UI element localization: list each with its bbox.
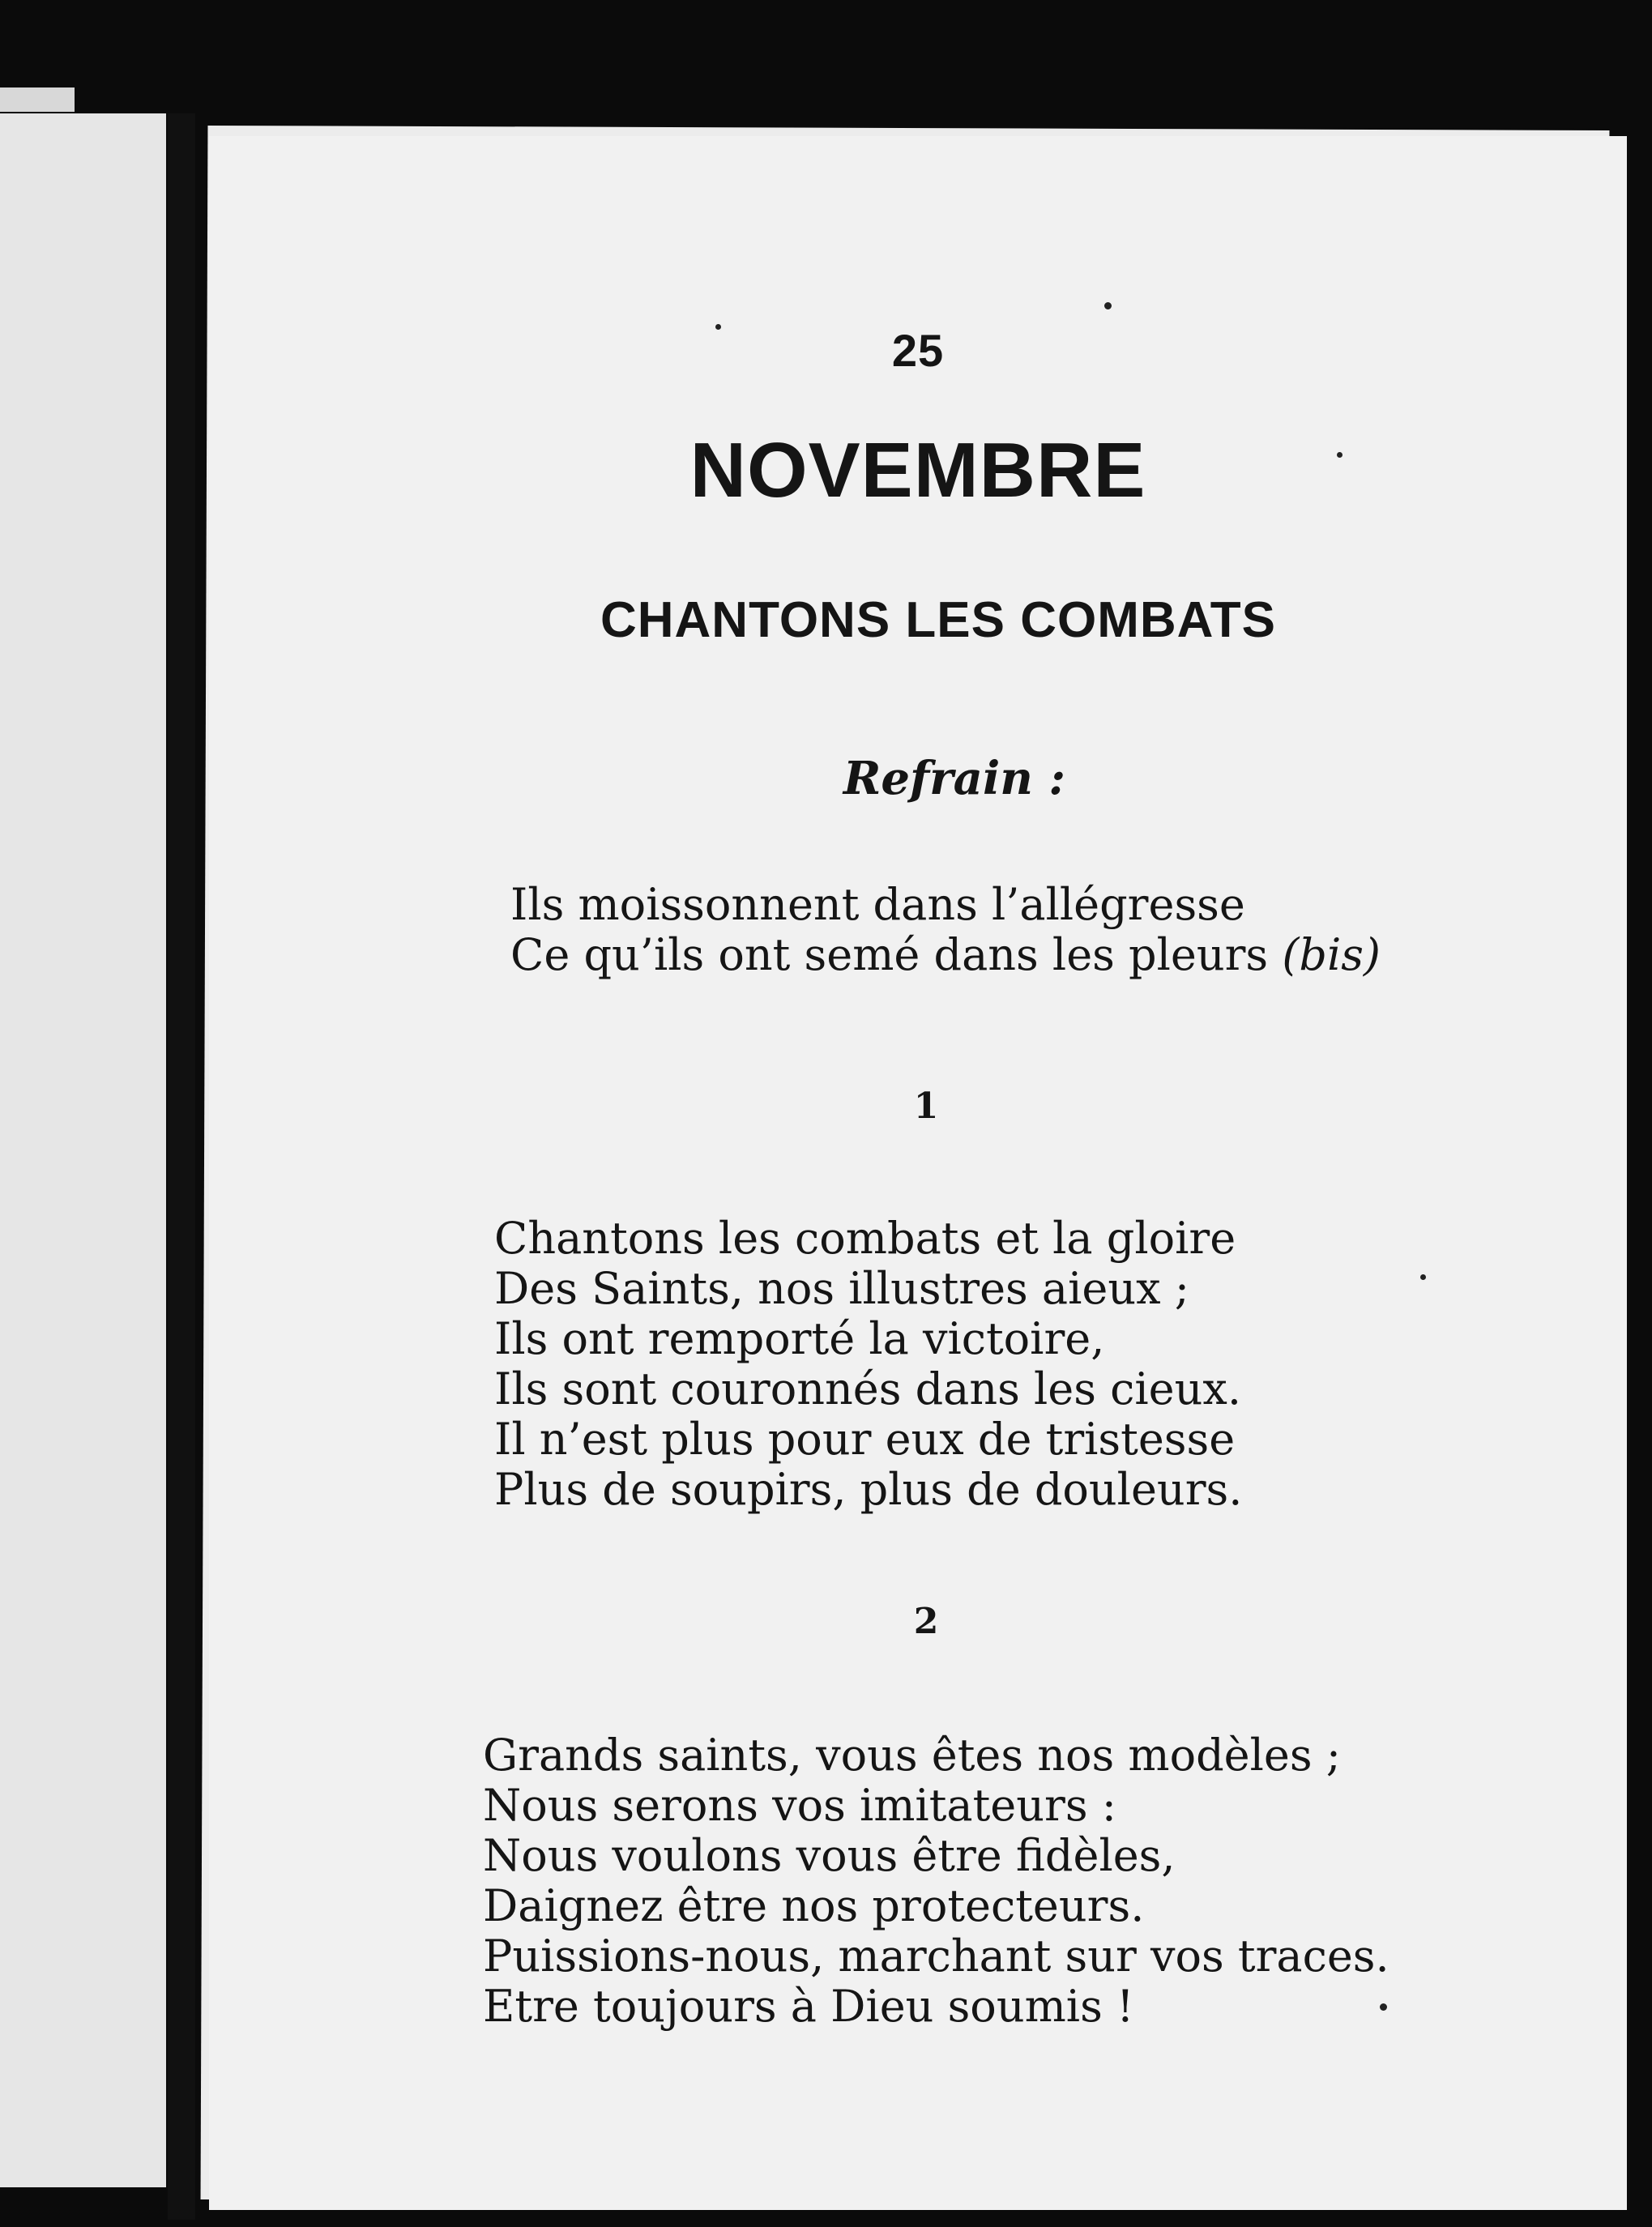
verse-line: Des Saints, nos illustres aieux ; [494, 1263, 1189, 1314]
verse-line: Grands saints, vous êtes nos modèles ; [483, 1730, 1341, 1781]
verse-line: Plus de soupirs, plus de douleurs. [494, 1464, 1243, 1515]
left-page-edge [0, 87, 75, 112]
verse-line: Nous serons vos imitateurs : [483, 1780, 1116, 1831]
verse-line: Etre toujours à Dieu soumis ! [483, 1981, 1134, 2032]
verse-line: Daignez être nos protecteurs. [483, 1880, 1145, 1931]
section-heading: NOVEMBRE [689, 427, 1146, 514]
verse-line: Ils moissonnent dans l’allégresse [510, 879, 1245, 930]
stanza-number: 2 [913, 1601, 939, 1642]
speck [1104, 302, 1112, 309]
stanza-number: 1 [913, 1086, 939, 1127]
stanza-2 [483, 1730, 1389, 2032]
verse-line-text: Ce qu’ils ont semé dans les pleurs [510, 929, 1269, 980]
verse-line: Chantons les combats et la gloire [494, 1213, 1236, 1264]
page-number: 25 [891, 325, 945, 376]
verse-line: Puissions-nous, marchant sur vos traces. [483, 1930, 1389, 1982]
left-page [0, 113, 166, 2187]
verse-line: Il n’est plus pour eux de tristesse [494, 1414, 1236, 1465]
book-spine [168, 113, 195, 2220]
song-title: CHANTONS LES COMBATS [600, 592, 1277, 648]
verse-line: Ils ont remporté la victoire, [494, 1313, 1105, 1364]
refrain-label: Refrain : [843, 752, 1066, 805]
verse-line: Nous voulons vous être fidèles, [483, 1830, 1176, 1881]
speck [1420, 1274, 1426, 1280]
stanza-1 [494, 1214, 1242, 1515]
book-page [209, 136, 1627, 2210]
repeat-mark: (bis) [1282, 929, 1381, 980]
verse-line [510, 930, 1381, 980]
refrain-lines [510, 880, 1381, 980]
verse-line: Ils sont couronnés dans les cieux. [494, 1363, 1241, 1414]
